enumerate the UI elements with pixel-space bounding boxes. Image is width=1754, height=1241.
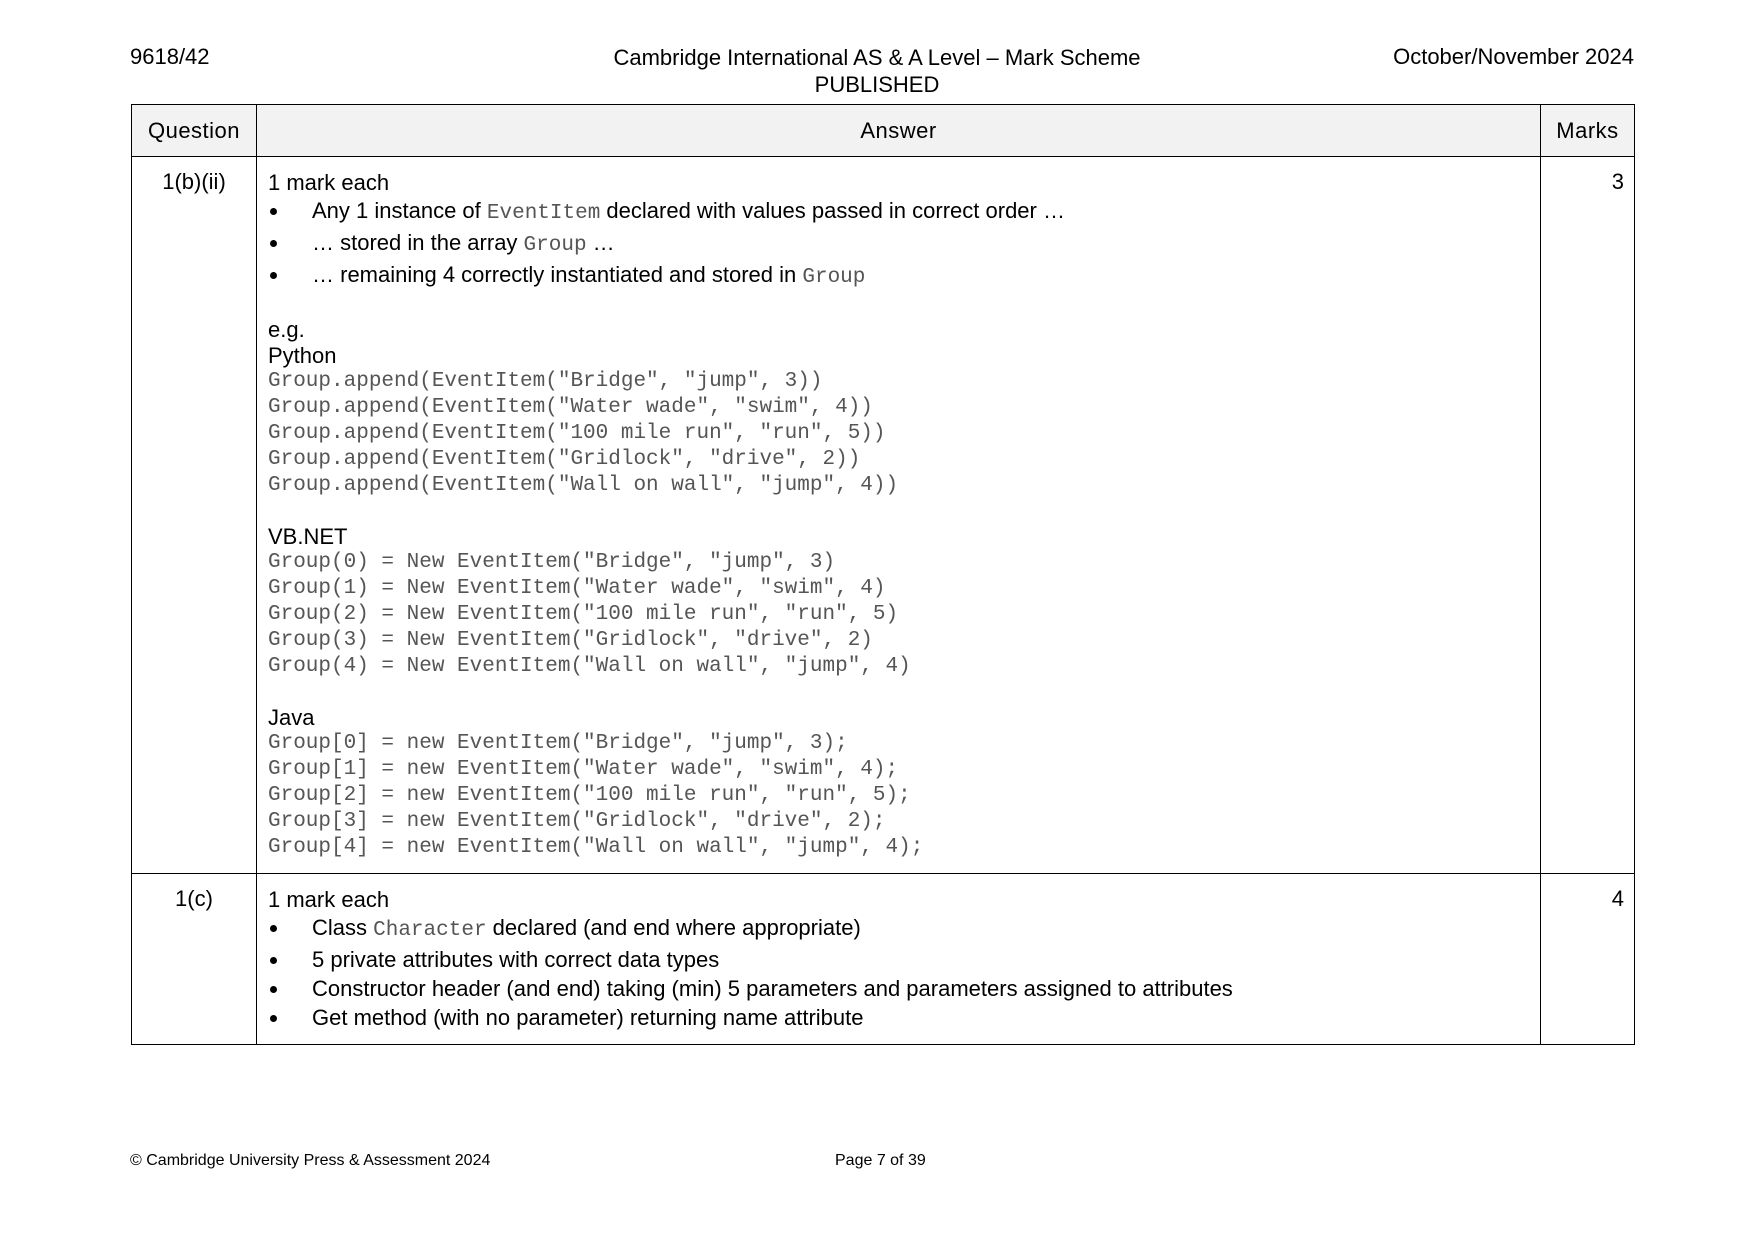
code-line: Group[3] = new EventItem("Gridlock", "drive", 2); [268,810,886,833]
table-row [132,874,1635,1045]
point-text: declared (and end where appropriate) [486,915,861,940]
code-line: Group(3) = New EventItem("Gridlock", "drive", 2) [268,629,873,652]
code-line: Group.append(EventItem("Gridlock", "drive", 2)) [268,448,861,471]
code-line: Group(4) = New EventItem("Wall on wall", "jump", 4) [268,655,911,678]
code-line: Group(1) = New EventItem("Water wade", "swim", 4) [268,577,886,600]
code-line: Group.append(EventItem("Water wade", "swim", 4)) [268,396,873,419]
code-line: Group.append(EventItem("100 mile run", "run", 5)) [268,422,886,445]
point-text: declared with values passed in correct order … [600,198,1065,223]
inline-code: EventItem [486,202,601,225]
paper-code: 9618/42 [130,44,210,69]
marking-point: 5 private attributes with correct data types [268,945,1530,974]
marking-point [268,260,1530,292]
vbnet-label: VB.NET [268,524,348,549]
java-label: Java [268,705,315,730]
code-line: Group(0) = New EventItem("Bridge", "jump", 3) [268,551,836,574]
marking-point: Constructor header (and end) taking (min) 5 parameters and parameters assigned to attributes [268,974,1530,1003]
answer-intro: 1 mark each [268,170,390,195]
question-number: 1(b)(ii) [132,157,257,874]
copyright-notice: © Cambridge University Press & Assessment 2024 [130,1152,491,1169]
answer-intro: 1 mark each [268,887,390,912]
marking-points [268,913,1530,1032]
marks-value: 3 [1541,157,1635,874]
inline-code: Group [523,234,587,257]
code-line: Group[1] = new EventItem("Water wade", "swim", 4); [268,758,899,781]
code-line: Group[4] = new EventItem("Wall on wall", "jump", 4); [268,836,924,859]
answer-cell [257,874,1541,1045]
code-line: Group[0] = new EventItem("Bridge", "jump", 3); [268,732,848,755]
document-status: PUBLISHED [814,72,940,97]
marks-value: 4 [1541,874,1635,1045]
exam-session: October/November 2024 [1393,44,1634,69]
document-title: Cambridge International AS & A Level – Mark Scheme [613,45,1141,70]
marks-column-header: Marks [1541,105,1635,157]
point-text: Class [312,915,374,940]
inline-code: Character [373,919,487,942]
answer-cell [257,157,1541,874]
python-label: Python [268,343,337,368]
point-text: Any 1 instance of [312,198,487,223]
marking-point [268,196,1530,228]
inline-code: Group [802,266,866,289]
code-line: Group.append(EventItem("Wall on wall", "jump", 4)) [268,474,899,497]
marking-points [268,196,1530,292]
example-label: e.g. [268,317,305,342]
answer-column-header: Answer [257,105,1541,157]
point-text: … stored in the array [312,230,524,255]
table-header-row [132,105,1635,157]
marking-point [268,228,1530,260]
point-text: … remaining 4 correctly instantiated and stored in [312,262,803,287]
code-line: Group.append(EventItem("Bridge", "jump", 3)) [268,370,823,393]
table-row [132,157,1635,874]
marking-point: Get method (with no parameter) returning name attribute [268,1003,1530,1032]
code-line: Group(2) = New EventItem("100 mile run", "run", 5) [268,603,899,626]
page-number: Page 7 of 39 [835,1152,926,1169]
question-number: 1(c) [132,874,257,1045]
question-column-header: Question [132,105,257,157]
point-text: … [586,230,615,255]
code-line: Group[2] = new EventItem("100 mile run", "run", 5); [268,784,911,807]
marking-point [268,913,1530,945]
mark-scheme-table [131,104,1635,1045]
